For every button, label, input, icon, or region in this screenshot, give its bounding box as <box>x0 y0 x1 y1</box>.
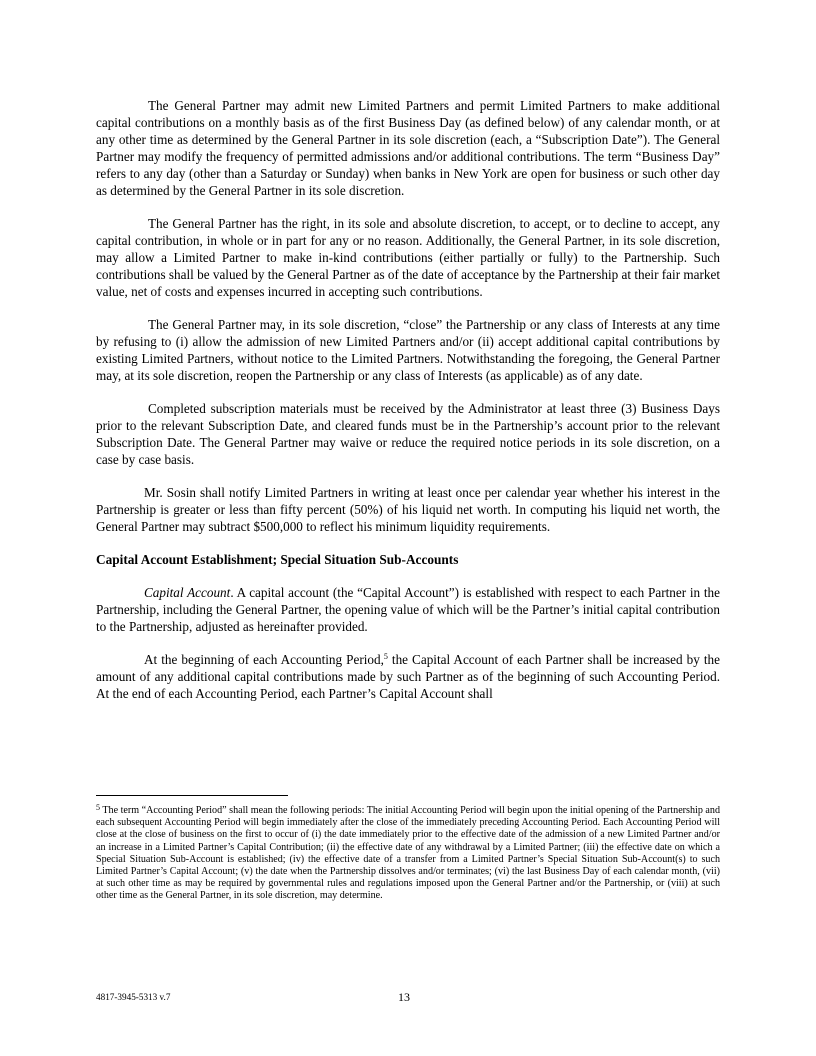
capital-account-body: . A capital account (the “Capital Account”) is established with respect to each Partner in the Partnership, including the General Partner, the opening value of which will be the Partner’s initial capital contribution to the Partnership, adjusted as hereinafter provided. <box>96 585 720 634</box>
footnote-number: 5 <box>96 803 100 812</box>
footnote-text: The term “Accounting Period” shall mean the following periods: The initial Accounting Period will begin upon the initial opening of the Partnership and each subsequent Accounting Period will begin immediately after the close of the immediately preceding Accounting Period. Each Accounting Period will close at the close of business on the first to occur of (i) the date immediately prior to the effective date of the admission of a new Limited Partner and/or an increase in a Limited Partner’s Capital Contribution; (ii) the effective date of any withdrawal by a Limited Partner; (iii) the effective date on which a Special Situation Sub-Account is established; (iv) the effective date of a transfer from a Limited Partner’s Special Situation Sub-Account(s) to such Limited Partner’s Capital Account; (v) the date when the Partnership dissolves and/or terminates; (vi) the last Business Day of each calendar month, (vii) at such other time as may be required by governmental rules and regulations imposed upon the General Partner and/or the Partnership, or (viii) at such other time as the General Partner, in its sole discretion, may determine. <box>96 805 720 902</box>
paragraph-liquid-net-worth: Mr. Sosin shall notify Limited Partners in writing at least once per calendar year whether his interest in the Partnership is greater or less than fifty percent (50%) of his liquid net worth. In computing his liquid net worth, the General Partner may subtract $500,000 to reflect his minimum liquidity requirements. <box>96 485 720 534</box>
paragraph-subscription-date: The General Partner may admit new Limited Partners and permit Limited Partners to make additional capital contributions on a monthly basis as of the first Business Day (as defined below) of any calendar month, or at any other time as determined by the General Partner in its sole discretion (each, a “Subscription Date”). The General Partner may modify the frequency of permitted admissions and/or additional contributions. The term “Business Day” refers to any day (other than a Saturday or Sunday) when banks in New York are open for business or such other day as determined by the General Partner in its sole discretion. <box>96 98 720 198</box>
document-page <box>96 97 720 718</box>
capital-account-term: Capital Account <box>144 585 231 600</box>
paragraph-close-partnership: The General Partner may, in its sole discretion, “close” the Partnership or any class of Interests at any time by refusing to (i) allow the admission of new Limited Partners and/or (ii) accept additional capital contributions by existing Limited Partners, without notice to the Limited Partners. Notwithstanding the foregoing, the General Partner may, at its sole discretion, reopen the Partnership or any class of Interests (as applicable) as of any date. <box>96 317 720 383</box>
footnote-reference[interactable]: 5 <box>383 652 388 661</box>
footnote-divider <box>96 795 288 796</box>
accounting-period-start: At the beginning of each Accounting Period, <box>144 652 384 667</box>
accounting-period-end: the Capital Account of each Partner shall be increased by the amount of any additional capital contributions made by such Partner as of the beginning of such Accounting Period. At the end of each Accounting Period, each Partner’s Capital Account shall <box>96 652 720 701</box>
footnote <box>96 805 720 903</box>
page-number: 13 <box>398 990 410 1004</box>
section-heading: Capital Account Establishment; Special Situation Sub-Accounts <box>96 552 459 567</box>
paragraph-subscription-materials: Completed subscription materials must be received by the Administrator at least three (3) Business Days prior to the relevant Subscription Date, and cleared funds must be in the Partnership’s account prior to the relevant Subscription Date. The General Partner may waive or reduce the required notice periods in its sole discretion, on a case by case basis. <box>96 401 720 467</box>
paragraph-capital-account <box>96 584 720 635</box>
paragraph-accept-contributions: The General Partner has the right, in its sole and absolute discretion, to accept, or to decline to accept, any capital contribution, in whole or in part for any or no reason. Additionally, the General Partner, in its sole discretion, may allow a Limited Partner to make in-kind contributions (either partially or fully) to the Partnership. Such contributions shall be valued by the General Partner as of the date of acceptance by the Partnership at their fair market value, net of costs and expenses incurred in accepting such contributions. <box>96 216 720 299</box>
paragraph-accounting-period <box>96 651 720 702</box>
document-id: 4817-3945-5313 v.7 <box>96 992 171 1002</box>
